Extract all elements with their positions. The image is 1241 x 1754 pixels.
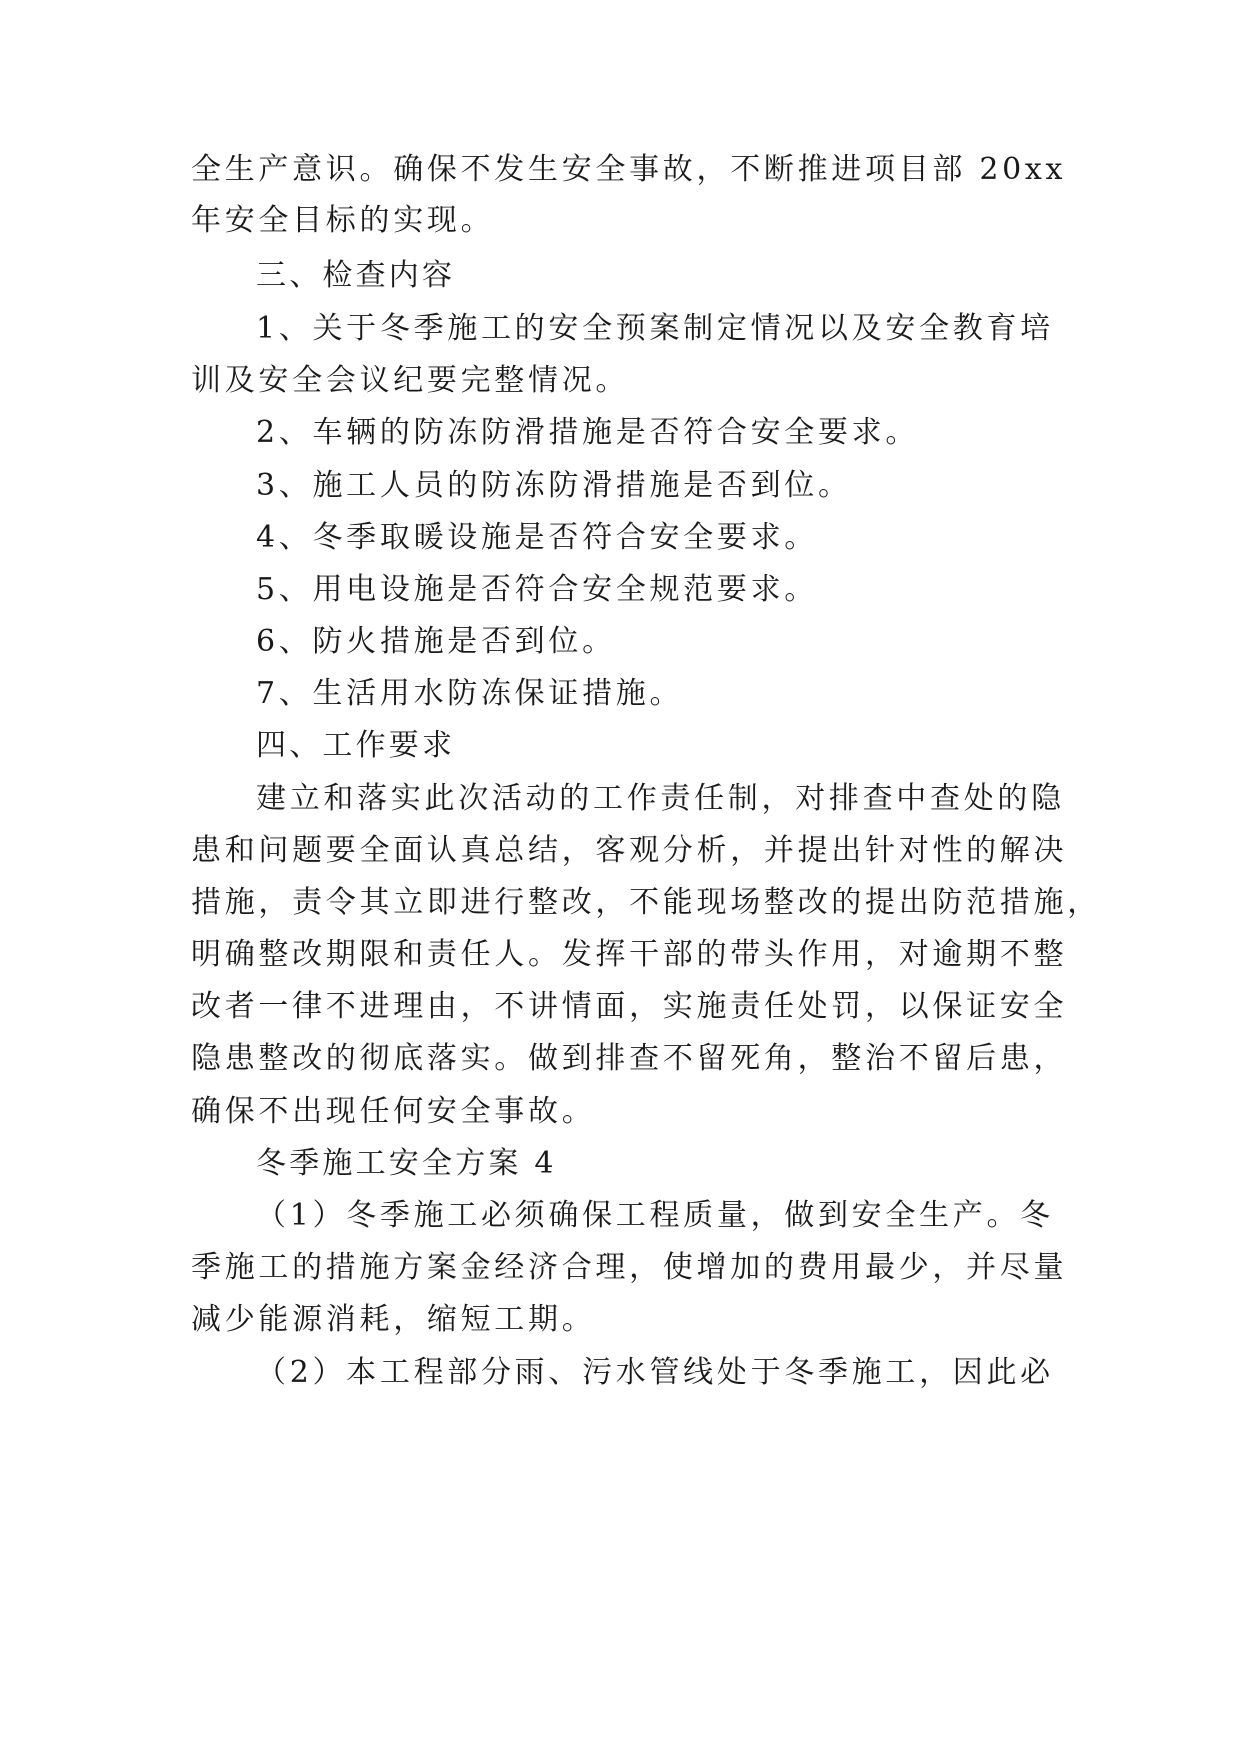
paragraph-line: 改者一律不进理由，不讲情面，实施责任处罚，以保证安全: [191, 989, 1068, 1024]
paragraph-line: 患和问题要全面认真总结，客观分析，并提出针对性的解决: [191, 833, 1068, 868]
list-item: 2、车辆的防冻防滑措施是否符合安全要求。: [256, 415, 920, 450]
paragraph-line: 隐患整改的彻底落实。做到排查不留死角，整治不留后患，: [191, 1041, 1068, 1076]
paragraph-line: 确保不出现任何安全事故。: [191, 1094, 596, 1129]
paragraph-line: 建立和落实此次活动的工作责任制，对排查中查处的隐: [256, 781, 1065, 816]
paragraph-line: 明确整改期限和责任人。发挥干部的带头作用，对逾期不整: [191, 937, 1068, 972]
list-item: 5、用电设施是否符合安全规范要求。: [256, 572, 818, 607]
section-heading-inspection-content: 三、检查内容: [256, 258, 456, 293]
list-item: 4、冬季取暖设施是否符合安全要求。: [256, 520, 818, 555]
list-item: 7、生活用水防冻保证措施。: [256, 676, 684, 711]
paragraph-line: 全生产意识。确保不发生安全事故，不断推进项目部 20xx: [191, 152, 1067, 187]
paragraph-line: 季施工的措施方案金经济合理，使增加的费用最少，并尽量: [191, 1250, 1068, 1285]
list-item: 3、施工人员的防冻防滑措施是否到位。: [256, 468, 852, 503]
paragraph-line: 措施，责令其立即进行整改，不能现场整改的提出防范措施，: [191, 885, 1101, 920]
section-heading-work-requirements: 四、工作要求: [256, 728, 456, 763]
list-item: 6、防火措施是否到位。: [256, 624, 616, 659]
paragraph-line: （1）冬季施工必须确保工程质量，做到安全生产。冬: [256, 1198, 1054, 1233]
paragraph-line: 年安全目标的实现。: [191, 203, 495, 238]
list-item: 1、关于冬季施工的安全预案制定情况以及安全教育培: [256, 311, 1054, 346]
paragraph-line: （2）本工程部分雨、污水管线处于冬季施工，因此必: [256, 1355, 1054, 1390]
paragraph-line: 减少能源消耗，缩短工期。: [191, 1302, 596, 1337]
list-item-continuation: 训及安全会议纪要完整情况。: [191, 363, 630, 398]
section-title-plan-4: 冬季施工安全方案 4: [256, 1146, 557, 1181]
